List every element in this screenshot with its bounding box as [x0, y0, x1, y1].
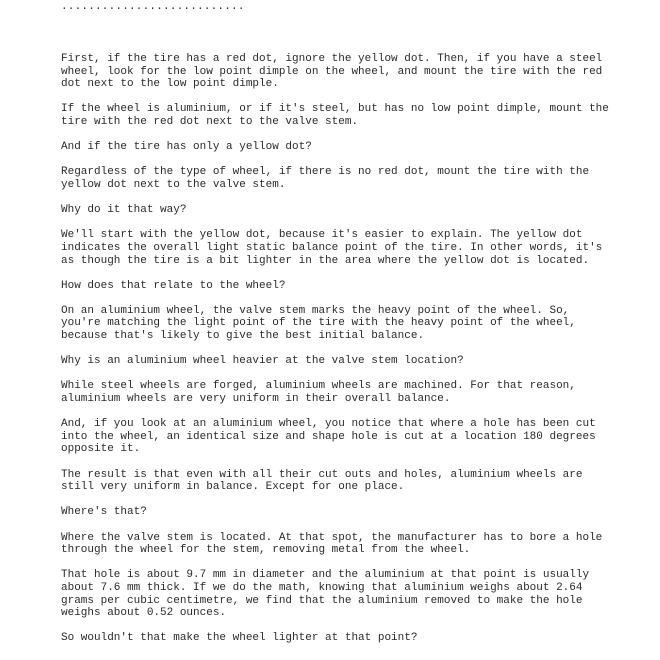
question-why: Why do it that way? [61, 204, 187, 217]
question-wheres-that: Where's that? [61, 506, 147, 519]
paragraph-yellow-dot-explained: We'll start with the yellow dot, because it's easier to explain. The yellow dot indicates the overall light static balance point of the tire. In other words, it's as though the tire is a bit lighter in the area where the yellow dot is located. [61, 229, 603, 267]
paragraph-opposite-holes: And, if you look at an aluminium wheel, you notice that where a hole has been cut into the wheel, an identical size and shape hole is cut at a location 180 degrees opposite it. [61, 418, 596, 456]
paragraph-heavy-point: On an aluminium wheel, the valve stem marks the heavy point of the wheel. So, you're matching the light point of the tire with the heavy point of the wheel, because that's likely to give the best initial balance. [61, 304, 576, 343]
dotted-rule: ........................... [61, 1, 245, 13]
paragraph-aluminium-valve-stem: If the wheel is aluminium, or if it's steel, but has no low point dimple, mount the tire with the red dot next to the valve stem. [61, 103, 609, 128]
question-yellow-dot-only: And if the tire has only a yellow dot? [61, 141, 312, 154]
paragraph-red-dot-steel: First, if the tire has a red dot, ignore the yellow dot. Then, if you have a steel wheel, look for the low point dimple on the wheel, and mount the tire with the red dot next to the low point dimple. [61, 53, 603, 91]
paragraph-hole-math: That hole is about 9.7 mm in diameter and the aluminium at that point is usually about 7.6 mm thick. If we do the math, knowing that aluminium weighs about 2.64 grams per cubic centimetre, we find that the aluminium removed to make the hole weighs about 0.52 ounces. [61, 569, 590, 620]
question-relate-to-wheel: How does that relate to the wheel? [61, 279, 286, 292]
paragraph-uniform-balance: The result is that even with all their cut outs and holes, aluminium wheels are still very uniform in balance. Except for one place. [61, 468, 583, 494]
paragraph-valve-stem-hole: Where the valve stem is located. At that spot, the manufacturer has to bore a hole through the wheel for the stem, removing metal from the wheel. [61, 531, 603, 557]
document-body [61, 53, 609, 658]
paragraph-yellow-dot-mount: Regardless of the type of wheel, if there is no red dot, mount the tire with the yellow dot next to the valve stem. [61, 166, 590, 191]
question-lighter-at-point: So wouldn't that make the wheel lighter at that point? [61, 632, 418, 645]
question-aluminium-heavier: Why is an aluminium wheel heavier at the valve stem location? [61, 355, 464, 368]
paragraph-forged-vs-machined: While steel wheels are forged, aluminium wheels are machined. For that reason, aluminium wheels are very uniform in their overall balance. [61, 380, 576, 406]
